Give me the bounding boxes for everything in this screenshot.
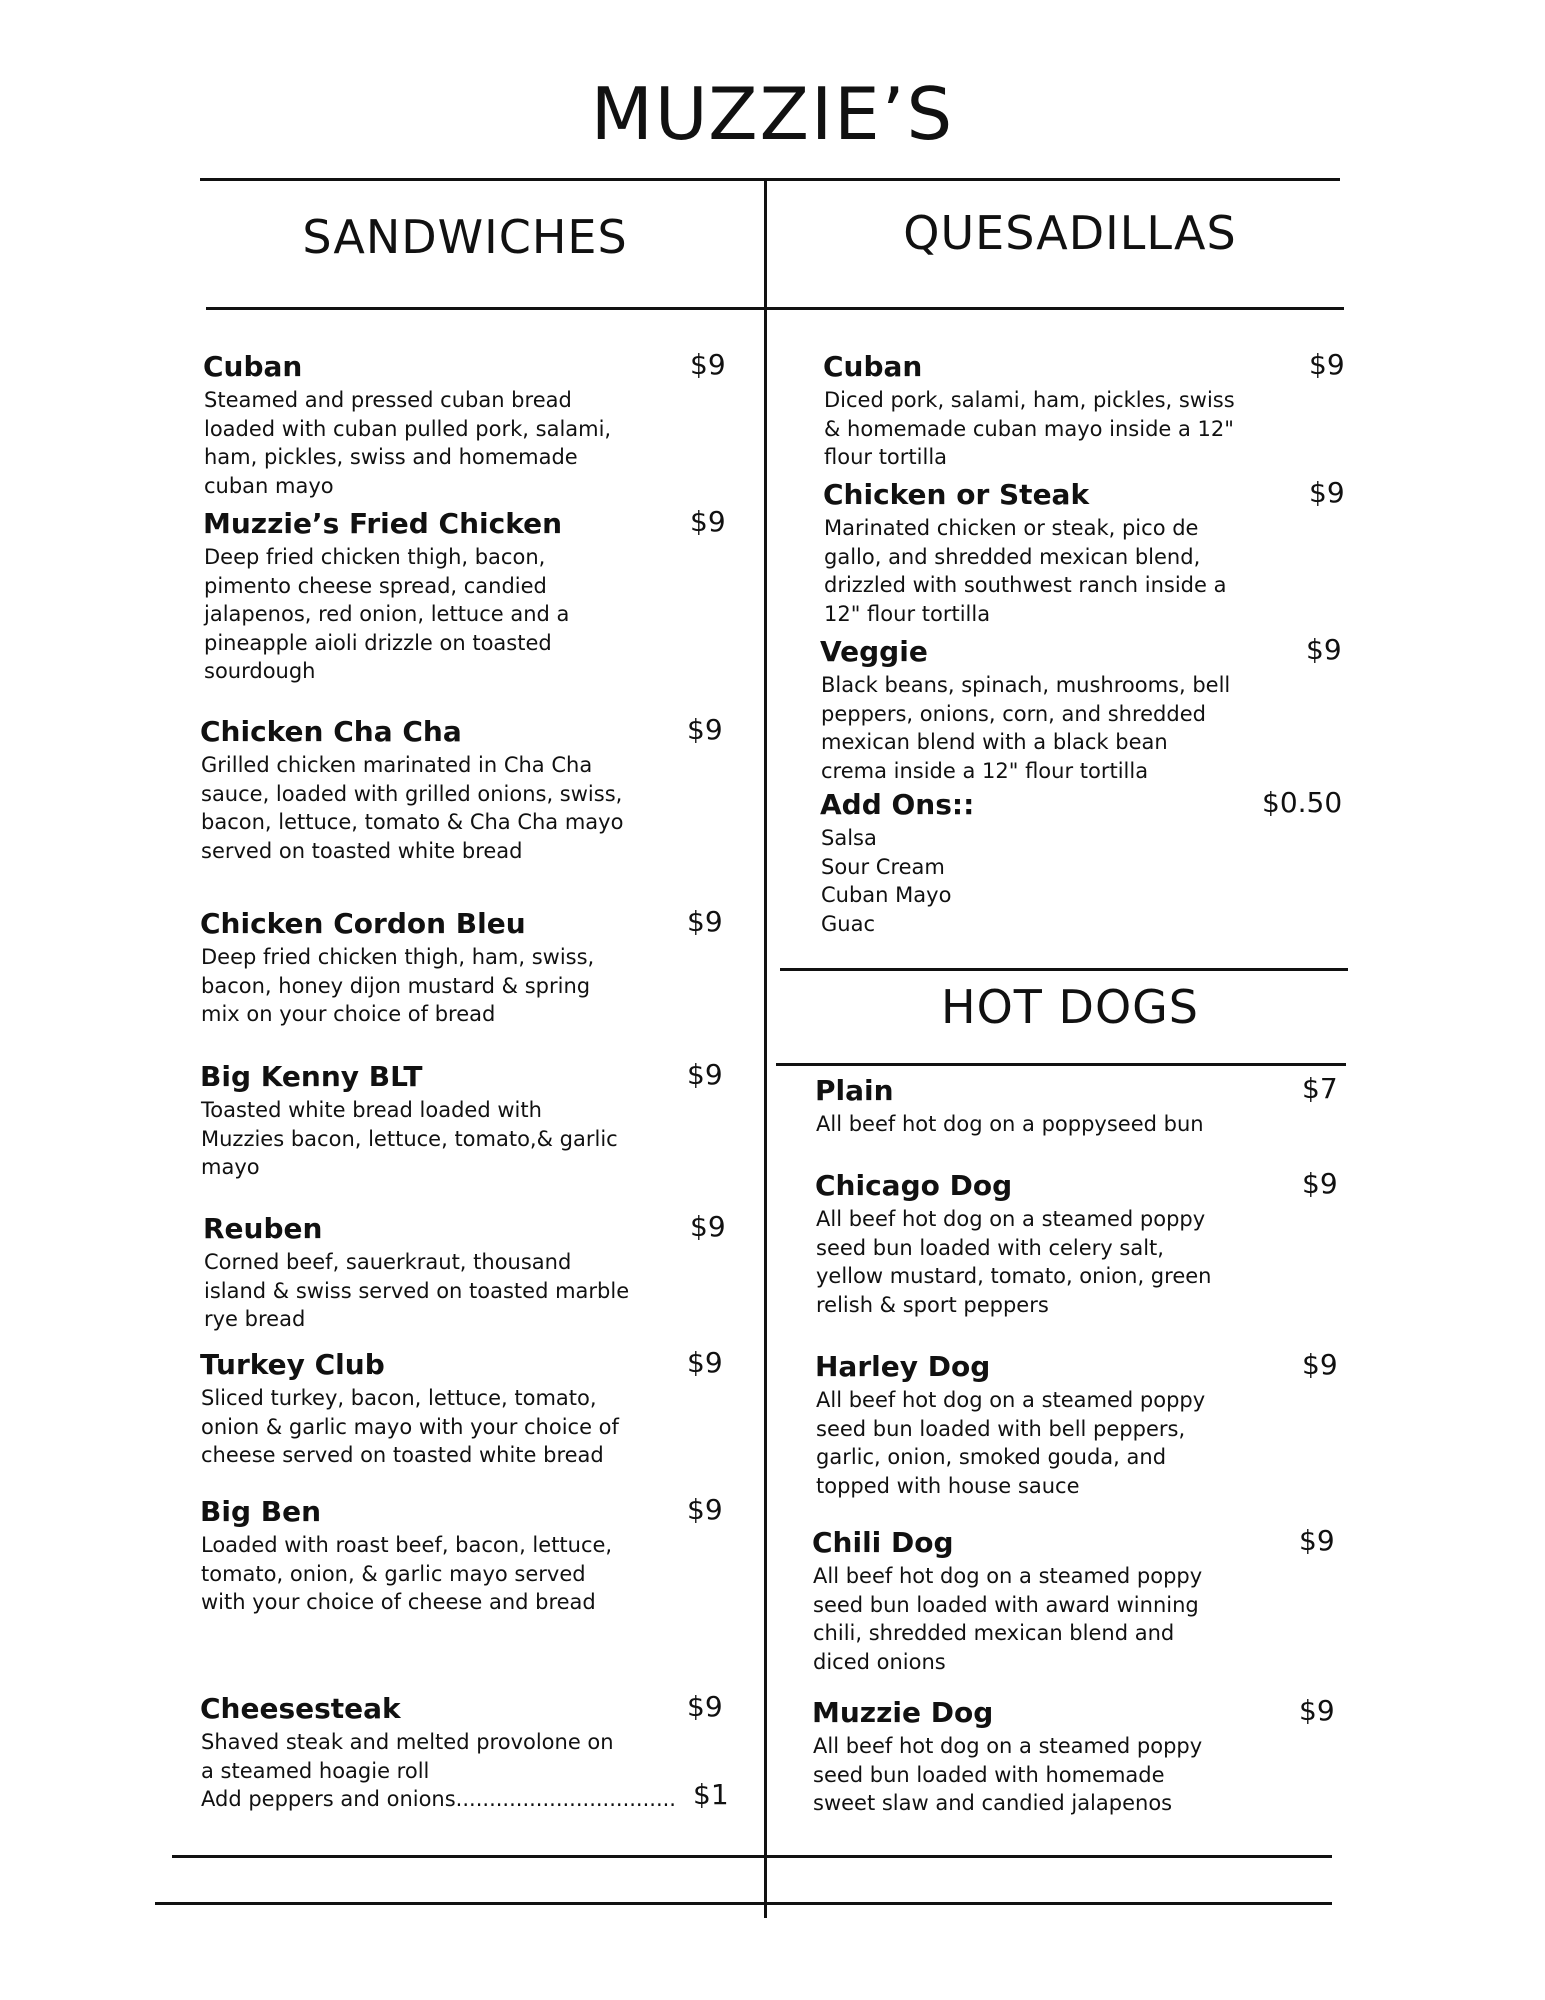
item-price: $9: [687, 1690, 723, 1723]
addon-price: $1: [693, 1778, 729, 1811]
center-divider: [764, 178, 767, 1918]
item-name: Add Ons::: [820, 788, 975, 821]
item-name: Reuben: [203, 1212, 323, 1245]
bottom-rule-2: [155, 1902, 1332, 1905]
item-description: Loaded with roast beef, bacon, lettuce, tomato, onion, & garlic mayo served with your choice of cheese and bread: [201, 1533, 613, 1614]
hotdogs-heading: HOT DOGS: [941, 980, 1199, 1034]
item-name: Harley Dog: [815, 1350, 991, 1383]
quesadillas-header-rule: [766, 307, 1344, 310]
item-price: $9: [1306, 633, 1342, 666]
item-name: Chicken Cha Cha: [200, 715, 462, 748]
item-name: Muzzie Dog: [812, 1696, 994, 1729]
sandwiches-header-rule: [206, 307, 766, 310]
item-price: $7: [1302, 1072, 1338, 1105]
item-price: $9: [1302, 1348, 1338, 1381]
item-name: Chicken Cordon Bleu: [200, 907, 526, 940]
hotdogs-top-rule: [780, 968, 1348, 971]
item-price: $9: [690, 1210, 726, 1243]
item-price: $9: [1309, 476, 1345, 509]
item-description: Corned beef, sauerkraut, thousand island & swiss served on toasted marble rye bread: [204, 1250, 630, 1331]
item-description: Shaved steak and melted provolone on a steamed hoagie roll: [201, 1730, 614, 1783]
item-price: $9: [690, 505, 726, 538]
item-price: $9: [687, 713, 723, 746]
item-description: Marinated chicken or steak, pico de gallo, and shredded mexican blend, drizzled with southwest ranch inside a 12" flour tortilla: [824, 516, 1227, 626]
bottom-rule-1: [172, 1855, 1332, 1858]
item-description: Salsa Sour Cream Cuban Mayo Guac: [821, 826, 952, 936]
item-price: $9: [1299, 1694, 1335, 1727]
item-price: $9: [1299, 1524, 1335, 1557]
item-description: All beef hot dog on a steamed poppy seed bun loaded with homemade sweet slaw and candied jalapenos: [813, 1734, 1203, 1815]
item-description: All beef hot dog on a steamed poppy seed bun loaded with bell peppers, garlic, onion, smoked gouda, and topped with house sauce: [816, 1388, 1206, 1498]
item-name: Big Kenny BLT: [200, 1060, 423, 1093]
item-price: $9: [687, 905, 723, 938]
item-price: $9: [687, 1493, 723, 1526]
top-rule: [200, 178, 1340, 181]
item-name: Cuban: [823, 350, 923, 383]
item-name: Cheesesteak: [200, 1692, 401, 1725]
item-name: Turkey Club: [200, 1348, 385, 1381]
item-name: Chicken or Steak: [823, 478, 1090, 511]
item-price: $9: [1309, 348, 1345, 381]
restaurant-title: MUZZIE’S: [590, 72, 955, 156]
item-name: Plain: [815, 1074, 894, 1107]
item-description: All beef hot dog on a steamed poppy seed bun loaded with award winning chili, shredded mexican blend and diced onions: [813, 1564, 1203, 1674]
item-price: $0.50: [1262, 786, 1343, 819]
hotdogs-header-rule: [776, 1063, 1346, 1066]
item-price: $9: [690, 348, 726, 381]
item-price: $9: [1302, 1167, 1338, 1200]
item-name: Muzzie’s Fried Chicken: [203, 507, 563, 540]
item-description: Grilled chicken marinated in Cha Cha sauce, loaded with grilled onions, swiss, bacon, lettuce, tomato & Cha Cha mayo served on toasted white bread: [201, 753, 624, 863]
item-description: Diced pork, salami, ham, pickles, swiss & homemade cuban mayo inside a 12" flour tortilla: [824, 388, 1235, 469]
item-description: Deep fried chicken thigh, bacon, pimento cheese spread, candied jalapenos, red onion, lettuce and a pineapple aioli drizzle on toasted sourdough: [204, 545, 570, 683]
item-price: $9: [687, 1346, 723, 1379]
item-name: Chicago Dog: [815, 1169, 1013, 1202]
item-name: Big Ben: [200, 1495, 321, 1528]
sandwiches-heading: SANDWICHES: [302, 210, 628, 264]
item-price: $9: [687, 1058, 723, 1091]
addon-line: Add peppers and onions.................................: [201, 1787, 676, 1811]
item-name: Veggie: [820, 635, 928, 668]
item-description: Sliced turkey, bacon, lettuce, tomato, onion & garlic mayo with your choice of cheese served on toasted white bread: [201, 1386, 619, 1467]
item-description: Toasted white bread loaded with Muzzies bacon, lettuce, tomato,& garlic mayo: [201, 1098, 618, 1179]
item-description: All beef hot dog on a steamed poppy seed bun loaded with celery salt, yellow mustard, tomato, onion, green relish & sport peppers: [816, 1207, 1212, 1317]
item-name: Cuban: [203, 350, 303, 383]
item-description: All beef hot dog on a poppyseed bun: [816, 1112, 1204, 1136]
item-description: Deep fried chicken thigh, ham, swiss, bacon, honey dijon mustard & spring mix on your choice of bread: [201, 945, 595, 1026]
item-description: Steamed and pressed cuban bread loaded with cuban pulled pork, salami, ham, pickles, swiss and homemade cuban mayo: [204, 388, 612, 498]
quesadillas-heading: QUESADILLAS: [903, 206, 1237, 260]
item-name: Chili Dog: [812, 1526, 954, 1559]
item-description: Black beans, spinach, mushrooms, bell peppers, onions, corn, and shredded mexican blend with a black bean crema inside a 12" flour tortilla: [821, 673, 1231, 783]
